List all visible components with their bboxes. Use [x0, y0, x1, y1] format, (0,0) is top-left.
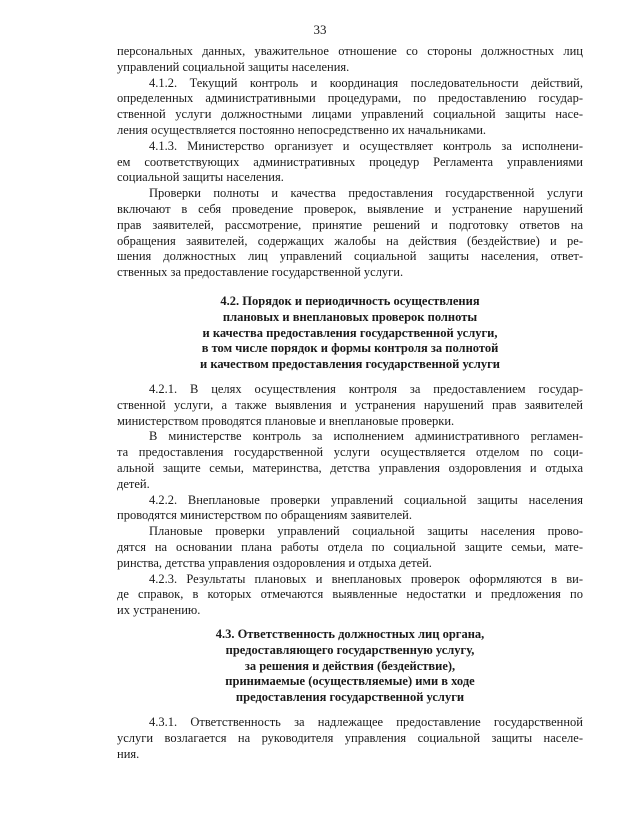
- heading-line: плановых и внеплановых проверок полноты: [222, 309, 478, 324]
- text-line: проводятся министерством по обращениям заявителей.: [117, 508, 412, 523]
- text-line: ственных за предоставление государственной услуги.: [117, 265, 404, 280]
- text-line: В министерстве контроль за исполнением административного регламен-: [149, 429, 583, 444]
- text-line: 4.3.1. Ответственность за надлежащее предоставление государственной: [149, 715, 583, 729]
- text-line: Проверки полноты и качества предоставления государственной услуги: [149, 186, 583, 201]
- text-line: Плановые проверки управлений социальной защиты населения прово-: [149, 524, 583, 539]
- heading-line: за решения и действия (бездействие),: [244, 658, 456, 673]
- heading-line: 4.2. Порядок и периодичность осуществления: [220, 294, 480, 308]
- text-line: альной защите семьи, материнства, детства управления оздоровления и отдыха: [117, 460, 583, 475]
- text-line: социальной защиты населения.: [117, 170, 284, 185]
- heading-line: предоставления государственной услуги: [235, 690, 465, 705]
- heading-line: предоставляющего государственную услугу,: [225, 642, 475, 657]
- text-line: министерством проводятся плановые и внеплановые проверки.: [117, 413, 455, 428]
- text-line: та предоставления государственной услуги осуществляется отделом по соци-: [117, 445, 583, 460]
- text-line: услуги возлагается на руководителя управления социальной защиты населе-: [117, 730, 583, 745]
- text-line: де справок, в которых отмечаются выявленные недостатки и предложения по: [117, 587, 583, 602]
- text-line: включают в себя проведение проверок, выявление и устранение нарушений: [117, 201, 583, 216]
- text-line: их устранению.: [117, 603, 201, 618]
- page-number: 33: [313, 22, 327, 37]
- text-line: обращения заявителей, содержащих жалобы на действия (бездействие) и ре-: [117, 233, 583, 248]
- section-4-3-text: [117, 715, 583, 762]
- text-line: ринства, детства управления оздоровления и отдыха детей.: [117, 555, 432, 570]
- text-line: ственной услуги, а также выявления и устранения нарушений прав заявителей: [117, 397, 583, 412]
- text-line: шения должностных лиц управлений социальной защиты населения, ответ-: [117, 249, 583, 264]
- heading-line: и качества предоставления государственной услуги,: [202, 325, 498, 340]
- heading-line: 4.3. Ответственность должностных лиц органа,: [215, 627, 485, 641]
- text-line: персональных данных, уважительное отношение со стороны должностных лиц: [117, 44, 583, 58]
- text-line: дятся на основании плана работы отдела по социальной защите семьи, мате-: [117, 539, 583, 554]
- text-line: ния.: [117, 746, 140, 761]
- section-4-2-text: [117, 382, 583, 619]
- section-4-2-heading: [117, 294, 583, 373]
- text-line: 4.1.2. Текущий контроль и координация последовательности действий,: [149, 75, 583, 90]
- heading-line: в том числе порядок и формы контроля за полнотой: [201, 341, 499, 356]
- text-line: 4.2.3. Результаты плановых и внеплановых проверок оформляются в ви-: [149, 571, 583, 586]
- heading-line: и качеством предоставления государственной услуги: [200, 357, 500, 372]
- text-line: определенных административными процедурами, по предоставлению государ-: [117, 91, 583, 106]
- text-line: 4.1.3. Министерство организует и осуществляет контроль за исполнени-: [149, 138, 583, 153]
- text-line: управлений социальной защиты населения.: [117, 59, 350, 74]
- text-line: ем соответствующих административных процедур Регламента управлениями: [117, 154, 583, 169]
- heading-line: принимаемые (осуществляемые) ими в ходе: [225, 674, 475, 689]
- section-4-1-text: [117, 44, 583, 281]
- text-line: ственной услуги должностными лицами управлений социальной защиты насе-: [117, 107, 583, 122]
- text-line: 4.2.2. Внеплановые проверки управлений социальной защиты населения: [149, 492, 583, 507]
- text-line: прав заявителей, рассмотрение, принятие решений и подготовку ответов на: [117, 217, 583, 232]
- text-line: детей.: [117, 476, 150, 491]
- text-line: 4.2.1. В целях осуществления контроля за предоставлением государ-: [149, 382, 583, 396]
- section-4-3-heading: [117, 627, 583, 706]
- text-line: ления осуществляется постоянно непосредственно их начальниками.: [117, 122, 487, 137]
